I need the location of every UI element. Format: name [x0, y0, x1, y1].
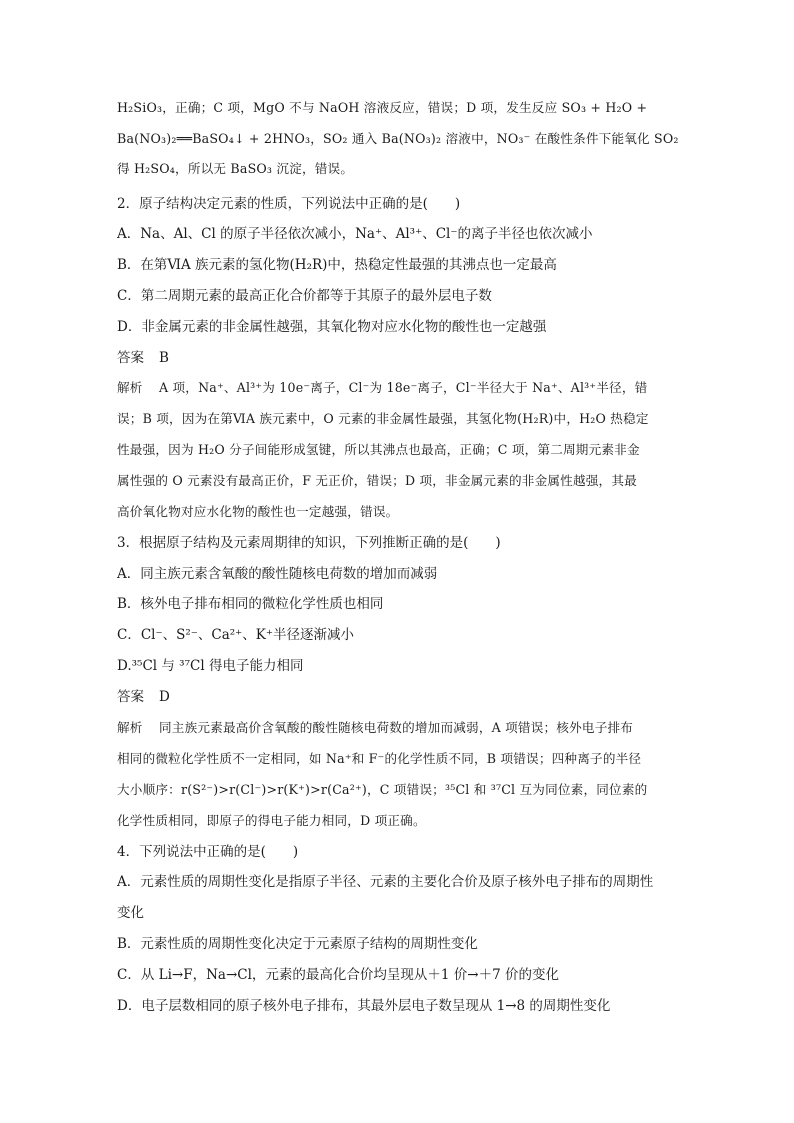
intro-line-2: Ba(NO₃)₂══BaSO₄↓ + 2HNO₃，SO₂ 通入 Ba(NO₃)₂ 溶液中，NO₃⁻ 在酸性条件下能氧化 SO₂ — [117, 131, 679, 146]
q4-option-b: B．元素性质的周期性变化决定于元素原子结构的周期性变化 — [117, 936, 478, 952]
q2-analysis-line-2: 误；B 项，因为在第ⅥA 族元素中，O 元素的非金属性最强，其氢化物(H₂R)中，H₂O 热稳定 — [117, 411, 649, 426]
q2-option-c: C．第二周期元素的最高正化合价都等于其原子的最外层电子数 — [117, 288, 492, 304]
analysis-label: 解析 — [117, 720, 143, 735]
q2-option-b: B．在第ⅥA 族元素的氢化物(H₂R)中，热稳定性最强的其沸点也一定最高 — [117, 257, 557, 273]
q2-analysis-line-5: 高价氧化物对应水化物的酸性也一定越强，错误。 — [117, 504, 399, 519]
q3-stem: 3．根据原子结构及元素周期律的知识，下列推断正确的是( ) — [117, 535, 501, 551]
q4-option-c: C．从 Li→F，Na→Cl，元素的最高化合价均呈现从＋1 价→＋7 价的变化 — [117, 967, 559, 983]
q3-option-b: B．核外电子排布相同的微粒化学性质也相同 — [117, 596, 384, 612]
answer-value: B — [159, 350, 169, 366]
q2-analysis-line-1: 解析 A 项，Na⁺、Al³⁺为 10e⁻离子，Cl⁻为 18e⁻离子，Cl⁻半径大于 Na⁺、Al³⁺半径，错 — [117, 378, 647, 398]
q3-analysis-line-3: 大小顺序：r(S²⁻)>r(Cl⁻)>r(K⁺)>r(Ca²⁺)，C 项错误；³⁵Cl 和 ³⁷Cl 互为同位素，同位素的 — [117, 782, 648, 797]
q4-stem: 4．下列说法中正确的是( ) — [117, 844, 299, 860]
intro-line-1: H₂SiO₃，正确；C 项，MgO 不与 NaOH 溶液反应，错误；D 项，发生反应 SO₃ + H₂O + — [117, 100, 648, 115]
q2-analysis-line-4: 属性强的 O 元素没有最高正价，F 无正价，错误；D 项，非金属元素的非金属性越强，其最 — [117, 473, 637, 488]
q4-option-d: D．电子层数相同的原子核外电子排布，其最外层电子数呈现从 1→8 的周期性变化 — [117, 998, 611, 1014]
q3-analysis-line-4: 化学性质相同，即原子的得电子能力相同，D 项正确。 — [117, 813, 426, 828]
q3-answer — [117, 687, 170, 707]
q2-option-d: D．非金属元素的非金属性越强，其氧化物对应水化物的酸性也一定越强 — [117, 319, 547, 335]
answer-label: 答案 — [117, 350, 144, 366]
answer-label: 答案 — [117, 689, 144, 705]
q3-option-a: A．同主族元素含氧酸的酸性随核电荷数的增加而减弱 — [117, 566, 438, 582]
q4-option-a-line-1: A．元素性质的周期性变化是指原子半径、元素的主要化合价及原子核外电子排布的周期性 — [117, 874, 654, 890]
analysis-label: 解析 — [117, 380, 143, 395]
q4-option-a-line-2: 变化 — [117, 905, 144, 921]
q2-option-a: A．Na、Al、Cl 的原子半径依次减小，Na⁺、Al³⁺、Cl⁻的离子半径也依次减小 — [117, 226, 593, 242]
answer-value: D — [159, 689, 170, 705]
intro-line-3: 得 H₂SO₄，所以无 BaSO₃ 沉淀，错误。 — [117, 161, 354, 176]
q3-option-d: D.³⁵Cl 与 ³⁷Cl 得电子能力相同 — [117, 658, 304, 674]
q2-answer — [117, 348, 169, 368]
q2-stem: 2．原子结构决定元素的性质，下列说法中正确的是( ) — [117, 196, 461, 212]
q2-analysis-line-3: 性最强，因为 H₂O 分子间能形成氢键，所以其沸点也最高，正确；C 项，第二周期元素非金 — [117, 442, 640, 457]
q3-analysis-line-2: 相同的微粒化学性质不一定相同，如 Na⁺和 F⁻的化学性质不同，B 项错误；四种离子的半径 — [117, 751, 642, 766]
q3-analysis-line-1: 解析 同主族元素最高价含氧酸的酸性随核电荷数的增加而减弱，A 项错误；核外电子排布 — [117, 718, 633, 738]
q3-option-c: C．Cl⁻、S²⁻、Ca²⁺、K⁺半径逐渐减小 — [117, 627, 355, 643]
